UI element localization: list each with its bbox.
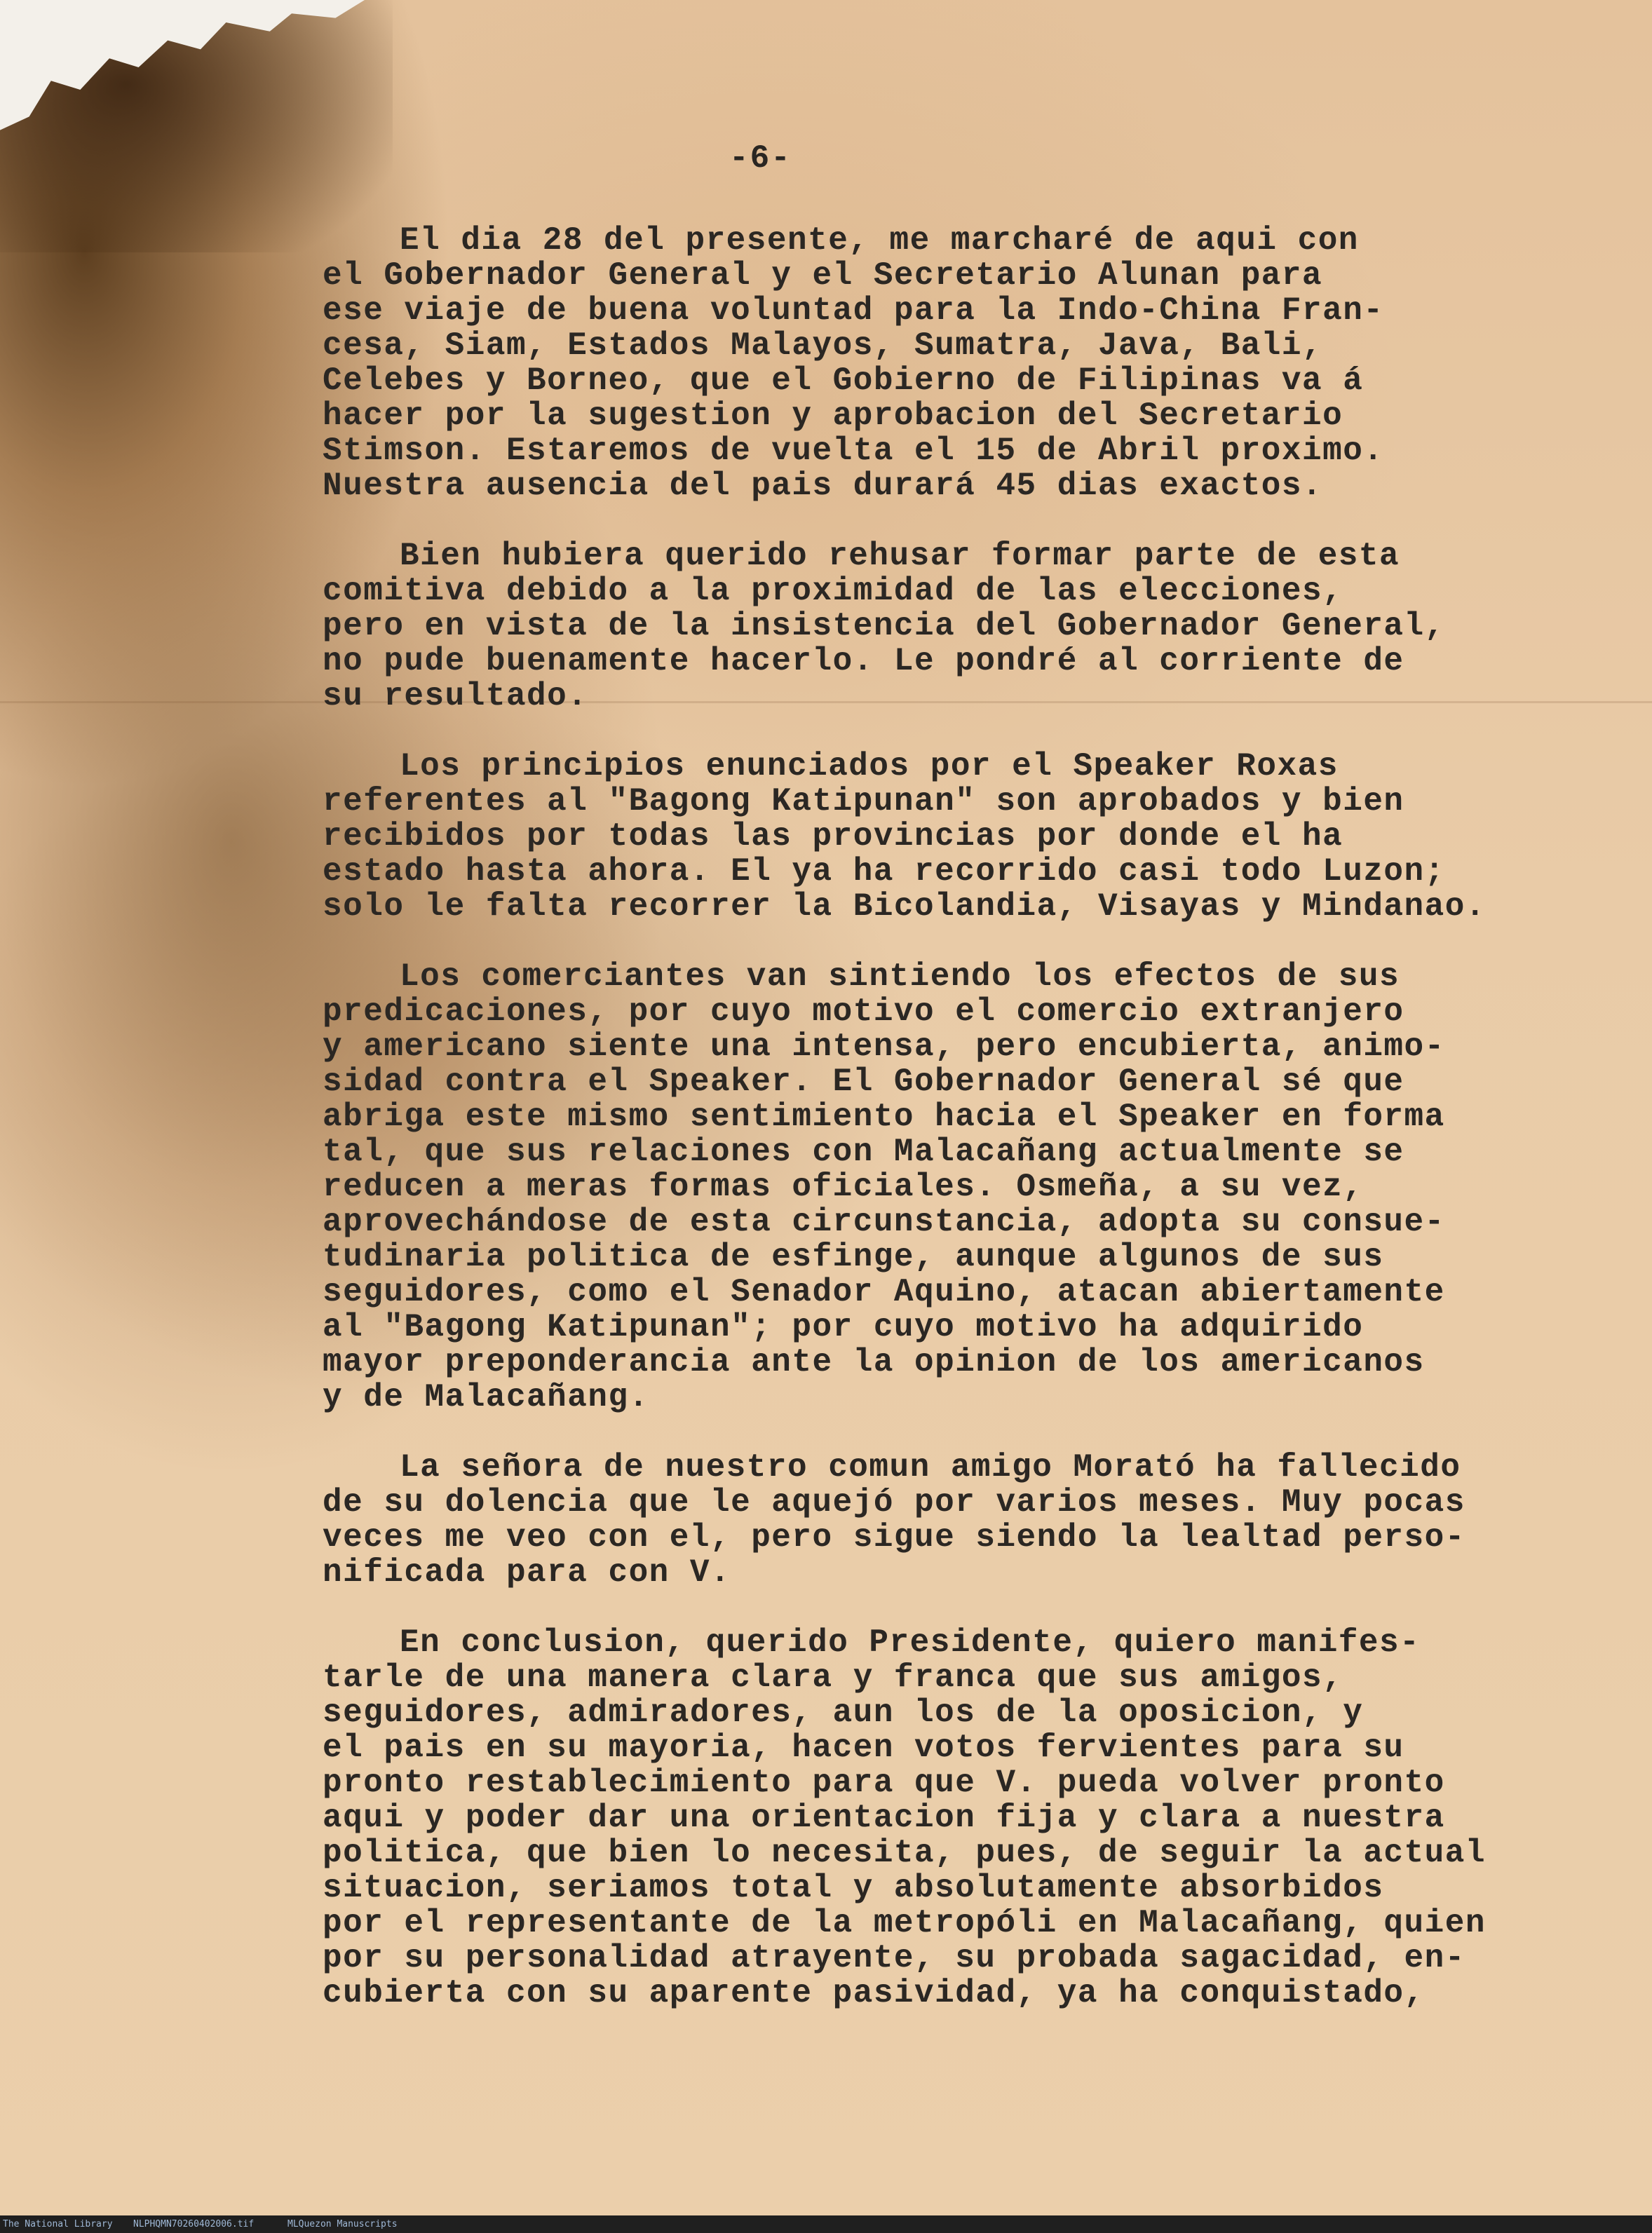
text-line: solo le falta recorrer la Bicolandia, Visayas y Mindanao. [323, 888, 1486, 925]
text-line: politica, que bien lo necesita, pues, de seguir la actual [323, 1835, 1486, 1871]
footer-bar [0, 2215, 1652, 2233]
text-line: La señora de nuestro comun amigo Morató ha fallecido [400, 1449, 1461, 1486]
text-line: sidad contra el Speaker. El Gobernador General sé que [323, 1064, 1404, 1100]
text-line: comitiva debido a la proximidad de las elecciones, [323, 573, 1343, 609]
text-line: al "Bagong Katipunan"; por cuyo motivo ha adquirido [323, 1309, 1364, 1345]
paragraph [323, 749, 1557, 924]
text-line: Bien hubiera querido rehusar formar parte de esta [400, 538, 1400, 574]
footer-collection: MLQuezon Manuscripts [287, 2219, 398, 2229]
text-line: estado hasta ahora. El ya ha recorrido casi todo Luzon; [323, 853, 1445, 890]
text-line: veces me veo con el, pero sigue siendo la lealtad perso- [323, 1519, 1465, 1556]
text-line: seguidores, admiradores, aun los de la oposicion, y [323, 1695, 1364, 1731]
paragraph [323, 1625, 1557, 2011]
footer-library: The National Library [3, 2219, 113, 2229]
text-line: no pude buenamente hacerlo. Le pondré al corriente de [323, 643, 1404, 679]
text-line: recibidos por todas las provincias por donde el ha [323, 818, 1343, 855]
page-number: -6- [729, 140, 792, 177]
text-line: y americano siente una intensa, pero encubierta, animo- [323, 1029, 1445, 1065]
text-line: el pais en su mayoria, hacen votos fervientes para su [323, 1730, 1404, 1766]
text-line: y de Malacañang. [323, 1379, 649, 1416]
text-line: Celebes y Borneo, que el Gobierno de Filipinas va á [323, 362, 1364, 399]
paragraph [323, 959, 1557, 1415]
text-line: Los comerciantes van sintiendo los efectos de sus [400, 958, 1400, 995]
text-line: nificada para con V. [323, 1554, 731, 1591]
text-line: referentes al "Bagong Katipunan" son aprobados y bien [323, 783, 1404, 820]
text-line: de su dolencia que le aquejó por varios meses. Muy pocas [323, 1484, 1465, 1521]
letter-body [323, 223, 1557, 2046]
text-line: tal, que sus relaciones con Malacañang actualmente se [323, 1134, 1404, 1170]
text-line: aqui y poder dar una orientacion fija y clara a nuestra [323, 1800, 1445, 1836]
text-line: hacer por la sugestion y aprobacion del Secretario [323, 398, 1343, 434]
text-line: cubierta con su aparente pasividad, ya ha conquistado, [323, 1975, 1425, 2011]
text-line: pero en vista de la insistencia del Gobernador General, [323, 608, 1445, 644]
text-line: ese viaje de buena voluntad para la Indo-China Fran- [323, 292, 1384, 329]
text-line: su resultado. [323, 678, 588, 714]
paragraph [323, 223, 1557, 503]
text-line: aprovechándose de esta circunstancia, adopta su consue- [323, 1204, 1445, 1240]
text-line: abriga este mismo sentimiento hacia el Speaker en forma [323, 1099, 1445, 1135]
text-line: mayor preponderancia ante la opinion de los americanos [323, 1344, 1425, 1380]
text-line: Nuestra ausencia del pais durará 45 dias exactos. [323, 468, 1323, 504]
text-line: cesa, Siam, Estados Malayos, Sumatra, Java, Bali, [323, 327, 1323, 364]
text-line: El dia 28 del presente, me marcharé de aqui con [400, 222, 1359, 259]
text-line: Stimson. Estaremos de vuelta el 15 de Abril proximo. [323, 433, 1384, 469]
text-line: predicaciones, por cuyo motivo el comercio extranjero [323, 993, 1404, 1030]
text-line: situacion, seriamos total y absolutamente absorbidos [323, 1870, 1384, 1906]
footer-filename: NLPHQMN70260402006.tif [133, 2219, 255, 2229]
text-line: seguidores, como el Senador Aquino, atacan abiertamente [323, 1274, 1445, 1310]
text-line: Los principios enunciados por el Speaker Roxas [400, 748, 1339, 785]
text-line: por el representante de la metropóli en Malacañang, quien [323, 1905, 1486, 1941]
text-line: tudinaria politica de esfinge, aunque algunos de sus [323, 1239, 1384, 1275]
paragraph [323, 1450, 1557, 1590]
text-line: el Gobernador General y el Secretario Alunan para [323, 257, 1323, 294]
text-line: tarle de una manera clara y franca que sus amigos, [323, 1660, 1343, 1696]
text-line: reducen a meras formas oficiales. Osmeña, a su vez, [323, 1169, 1364, 1205]
paragraph [323, 538, 1557, 714]
text-line: por su personalidad atrayente, su probada sagacidad, en- [323, 1940, 1465, 1976]
text-line: pronto restablecimiento para que V. pueda volver pronto [323, 1765, 1445, 1801]
text-line: En conclusion, querido Presidente, quiero manifes- [400, 1624, 1421, 1661]
